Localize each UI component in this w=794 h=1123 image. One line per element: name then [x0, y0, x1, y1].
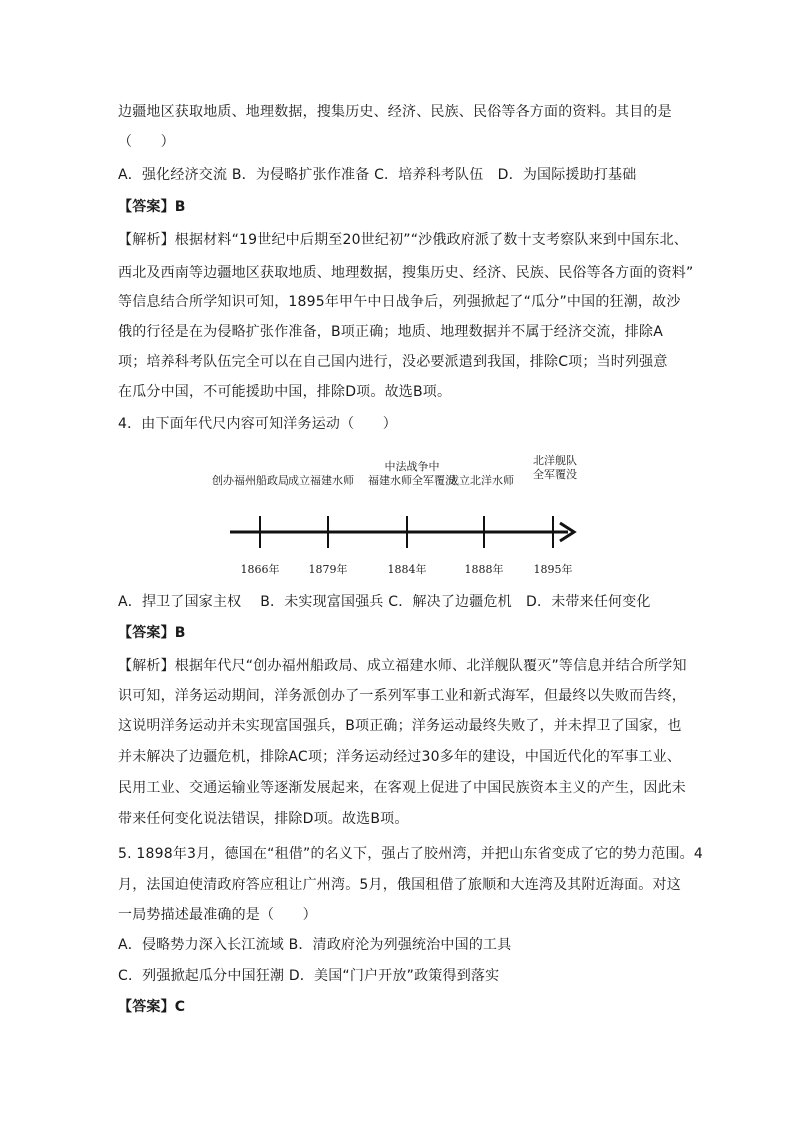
q3-paren: （ ）: [118, 134, 175, 150]
q3-answer: 【答案】B: [118, 199, 186, 215]
q5-stem-line: 5. 1898年3月，德国在“租借”的名义下，强占了胶州湾，并把山东省变成了它的势力范围。4: [118, 846, 703, 862]
timeline-event-label: 中法战争中 福建水师全军覆没: [368, 460, 456, 487]
timeline-year: 1866年: [240, 563, 280, 576]
q5-option-line: C．列强掀起瓜分中国狂潮 D．美国“门户开放”政策得到落实: [118, 968, 500, 984]
q5-stem-line: 一局势描述最准确的是（ ）: [118, 907, 317, 923]
q4-analysis-line: 这说明洋务运动并未实现富国强兵，B项正确；洋务运动最终失败了，并未捍卫了国家，也: [118, 718, 682, 734]
q3-analysis-line: 【解析】根据材料“19世纪中后期至20世纪初”“沙俄政府派了数十支考察队来到中国东北、: [118, 232, 688, 248]
q4-analysis-line: 识可知，洋务运动期间，洋务派创办了一系列军事工业和新式海军，但最终以失败而告终，: [118, 688, 686, 704]
q5-answer: 【答案】C: [118, 999, 186, 1015]
timeline-year: 1895年: [533, 563, 573, 576]
q5-stem-line: 月，法国迫使清政府答应租让广州湾。5月，俄国租借了旅顺和大连湾及其附近海面。对这: [118, 877, 681, 893]
q4-answer: 【答案】B: [118, 625, 186, 641]
q3-options: A．强化经济交流 B．为侵略扩张作准备 C．培养科考队伍 D．为国际援助打基础: [118, 167, 637, 183]
timeline-event-label: 成立福建水师: [288, 474, 354, 487]
q3-analysis-line: 西北及西南等边疆地区获取地质、地理数据，搜集历史、经济、民族、民俗等各方面的资料”: [118, 265, 694, 281]
q4-options: A．捍卫了国家主权 B．未实现富国强兵 C．解决了边疆危机 D．未带来任何变化: [118, 594, 651, 610]
q3-analysis-line: 俄的行径是在为侵略扩张作准备，B项正确；地质、地理数据并不属于经济交流，排除A: [118, 324, 663, 340]
q4-stem: 4．由下面年代尺内容可知洋务运动（ ）: [118, 416, 397, 432]
q5-option-line: A．侵略势力深入长江流域 B．清政府沦为列强统治中国的工具: [118, 937, 512, 953]
q4-analysis-line: 【解析】根据年代尺“创办福州船政局、成立福建水师、北洋舰队覆灭”等信息并结合所学知: [118, 658, 687, 674]
q3-analysis-line: 项；培养科考队伍完全可以在自己国内进行，没必要派遣到我国，排除C项；当时列强意: [118, 354, 668, 370]
q3-stem-tail: 边疆地区获取地质、地理数据，搜集历史、经济、民族、民俗等各方面的资料。其目的是: [118, 104, 672, 120]
timeline-year: 1888年: [464, 563, 504, 576]
timeline-event-label: 北洋舰队 全军覆没: [533, 454, 577, 481]
timeline-event-label: 创办福州船政局: [212, 474, 289, 487]
timeline-year: 1879年: [308, 563, 348, 576]
q4-analysis-line: 带来任何变化说法错误，排除D项。故选B项。: [118, 811, 409, 827]
q3-analysis-line: 等信息结合所学知识可知，1895年甲午中日战争后，列强掀起了“瓜分”中国的狂潮，故沙: [118, 294, 681, 310]
timeline-figure: [200, 448, 600, 588]
q4-analysis-line: 并未解决了边疆危机，排除AC项；洋务运动经过30多年的建设，中国近代化的军事工业、: [118, 749, 682, 765]
timeline-event-label: 成立北洋水师: [448, 474, 514, 487]
timeline-year: 1884年: [387, 563, 427, 576]
q4-analysis-line: 民用工业、交通运输业等逐渐发展起来，在客观上促进了中国民族资本主义的产生，因此未: [118, 780, 686, 796]
q3-analysis-line: 在瓜分中国，不可能援助中国，排除D项。故选B项。: [118, 384, 452, 400]
